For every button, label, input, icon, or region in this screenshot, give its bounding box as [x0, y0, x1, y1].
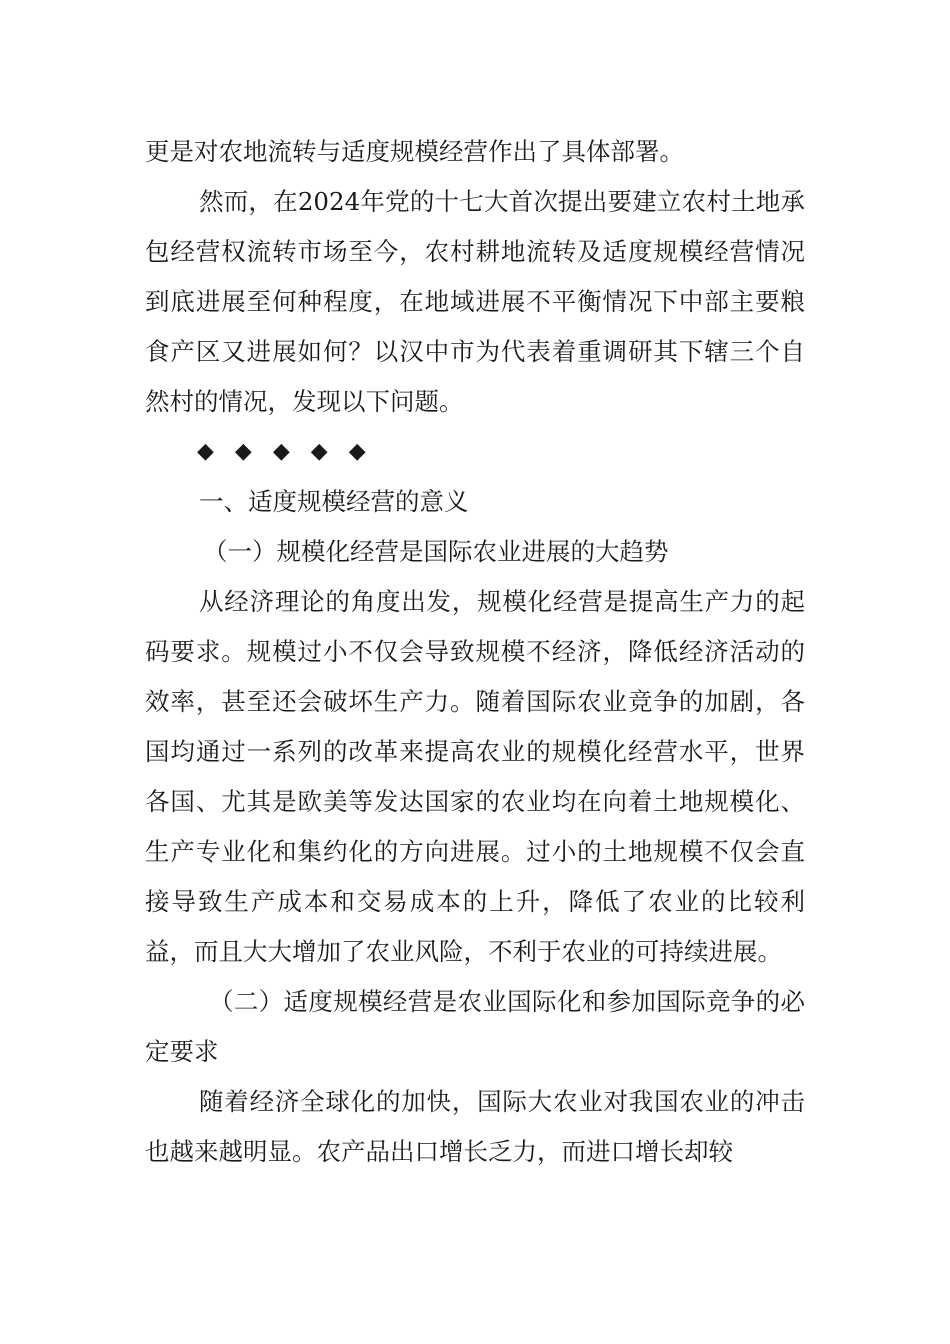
subsection-heading: （一）规模化经营是国际农业进展的大趋势 — [203, 537, 669, 566]
paragraph-body: 随着经济全球化的加快，国际大农业对我国农业的冲击也越来越明显。农产品出口增长乏力，而进口增长却较 — [145, 1087, 805, 1166]
diamond-icon: ◆ — [310, 439, 328, 464]
diamond-icon: ◆ — [272, 439, 290, 464]
diamond-icon: ◆ — [234, 439, 252, 464]
paragraph-intro: 然而，在2024年党的十七大首次提出要建立农村土地承包经营权流转市场至今，农村耕地流转及适度规模经营情况到底进展至何种程度，在地域进展不平衡情况下中部主要粮食产区又进展如何？以汉中市为代表着重调研其下辖三个自然村的情况，发现以下问题。 — [145, 187, 805, 416]
paragraph-body: 从经济理论的角度出发，规模化经营是提高生产力的起码要求。规模过小不仅会导致规模不经济，降低经济活动的效率，甚至还会破坏生产力。随着国际农业竞争的加剧，各国均通过一系列的改革来提高农业的规模化经营水平，世界各国、尤其是欧美等发达国家的农业均在向着土地规模化、生产专业化和集约化的方向进展。过小的土地规模不仅会直接导致生产成本和交易成本的上升，降低了农业的比较利益，而且大大增加了农业风险，不利于农业的可持续进展。 — [145, 587, 805, 966]
section-separator — [145, 427, 805, 477]
paragraph-continuation: 更是对农地流转与适度规模经营作出了具体部署。 — [145, 137, 684, 166]
diamond-icon: ◆ — [348, 439, 366, 464]
section-heading: 一、适度规模经营的意义 — [199, 487, 469, 516]
document-body — [145, 127, 805, 1177]
subsection-heading: （二）适度规模经营是农业国际化和参加国际竞争的必定要求 — [145, 987, 805, 1066]
diamond-icon: ◆ — [197, 439, 214, 464]
